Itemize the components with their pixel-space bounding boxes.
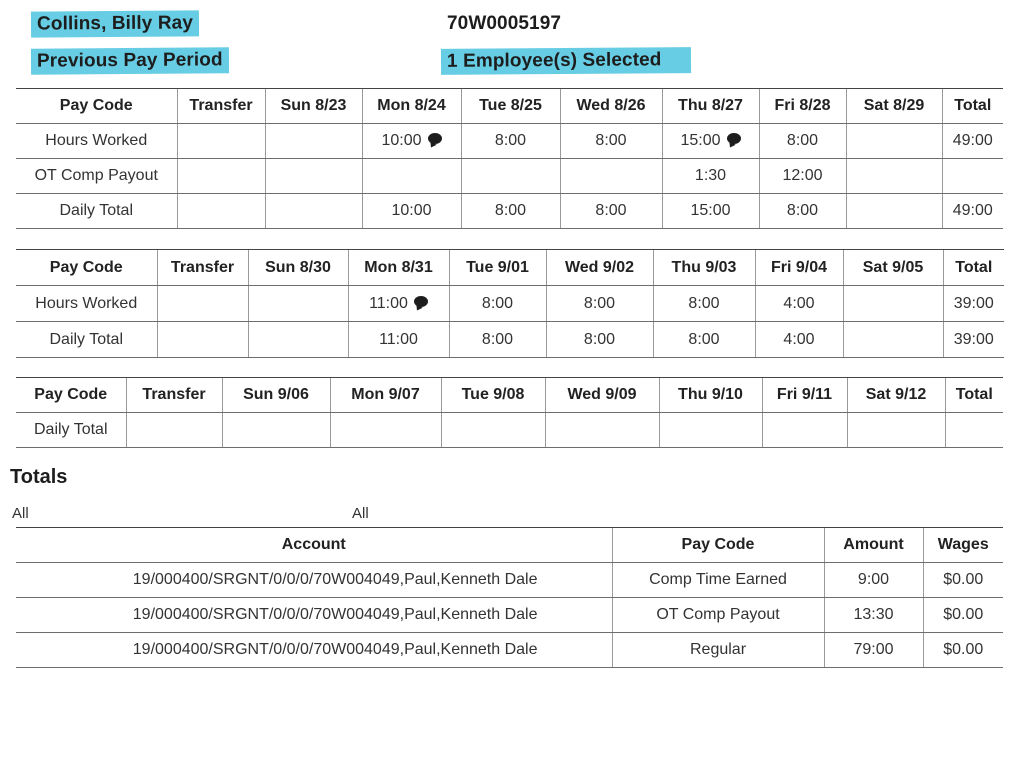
amount-cell: 13:30 <box>824 598 923 633</box>
column-header: Mon 9/07 <box>330 378 441 413</box>
filter-right: All <box>352 505 369 522</box>
comment-icon[interactable] <box>727 133 741 144</box>
pay-code-cell: Comp Time Earned <box>612 563 824 598</box>
column-header: Thu 9/03 <box>653 250 755 286</box>
comment-icon[interactable] <box>428 133 442 144</box>
table-cell <box>942 159 1003 194</box>
pay-period-label: Previous Pay Period <box>31 47 229 74</box>
table-cell <box>265 124 362 159</box>
employee-name-box <box>31 11 199 37</box>
pay-code-cell: OT Comp Payout <box>16 159 177 194</box>
column-header: Sun 9/06 <box>222 378 330 413</box>
week-3-table <box>16 377 1003 448</box>
table-cell: 49:00 <box>942 194 1003 229</box>
column-header: Total <box>945 378 1003 413</box>
column-header: Mon 8/24 <box>362 89 461 124</box>
totals-table <box>16 527 1003 668</box>
pay-code-cell: Daily Total <box>16 322 157 358</box>
account-cell: 19/000400/SRGNT/0/0/0/70W004049,Paul,Kenneth Dale <box>16 563 612 598</box>
filter-left: All <box>12 505 29 522</box>
table-cell <box>222 413 330 448</box>
table-cell: 4:00 <box>755 322 843 358</box>
column-header: Sun 8/30 <box>248 250 348 286</box>
employees-selected-label: 1 Employee(s) Selected <box>441 47 692 75</box>
employee-name: Collins, Billy Ray <box>31 10 199 37</box>
column-header: Pay Code <box>16 89 177 124</box>
column-header: Total <box>943 250 1004 286</box>
wages-cell: $0.00 <box>923 598 1003 633</box>
table-cell <box>847 413 945 448</box>
table-cell-with-comment[interactable] <box>362 124 461 159</box>
column-header: Fri 9/04 <box>755 250 843 286</box>
table-cell <box>157 286 248 322</box>
pay-code-cell: OT Comp Payout <box>612 598 824 633</box>
table-cell <box>945 413 1003 448</box>
table-row <box>16 598 1003 633</box>
column-header: Thu 9/10 <box>659 378 762 413</box>
week-1-table <box>16 88 1003 229</box>
table-cell <box>846 159 942 194</box>
table-cell <box>126 413 222 448</box>
wages-cell: $0.00 <box>923 633 1003 668</box>
table-cell: 8:00 <box>449 286 546 322</box>
table-row <box>16 286 1004 322</box>
table-cell: 49:00 <box>942 124 1003 159</box>
amount-cell: 9:00 <box>824 563 923 598</box>
column-header: Wages <box>923 528 1003 563</box>
pay-code-cell: Hours Worked <box>16 286 157 322</box>
column-header: Amount <box>824 528 923 563</box>
table-header-row <box>16 528 1003 563</box>
table-cell <box>545 413 659 448</box>
table-cell <box>177 194 265 229</box>
table-cell <box>846 124 942 159</box>
table-cell: 1:30 <box>662 159 759 194</box>
table-cell: 8:00 <box>461 124 560 159</box>
wages-cell: $0.00 <box>923 563 1003 598</box>
column-header: Fri 8/28 <box>759 89 846 124</box>
table-cell <box>843 286 943 322</box>
table-cell <box>843 322 943 358</box>
table-row <box>16 633 1003 668</box>
table-cell <box>177 124 265 159</box>
table-row <box>16 413 1003 448</box>
table-cell <box>362 159 461 194</box>
table-cell: 8:00 <box>653 322 755 358</box>
table-row <box>16 124 1003 159</box>
column-header: Total <box>942 89 1003 124</box>
table-row <box>16 563 1003 598</box>
table-cell <box>846 194 942 229</box>
table-cell: 8:00 <box>759 124 846 159</box>
column-header: Tue 9/01 <box>449 250 546 286</box>
table-cell <box>330 413 441 448</box>
pay-code-cell: Daily Total <box>16 413 126 448</box>
column-header: Transfer <box>126 378 222 413</box>
table-cell: 15:00 <box>662 194 759 229</box>
table-cell-with-comment[interactable] <box>348 286 449 322</box>
column-header: Sat 9/05 <box>843 250 943 286</box>
table-cell <box>265 194 362 229</box>
employee-id: 70W0005197 <box>447 13 562 34</box>
table-cell <box>762 413 847 448</box>
column-header: Wed 9/02 <box>546 250 653 286</box>
table-header-row <box>16 378 1003 413</box>
account-cell: 19/000400/SRGNT/0/0/0/70W004049,Paul,Kenneth Dale <box>16 598 612 633</box>
table-cell <box>560 159 662 194</box>
table-cell <box>177 159 265 194</box>
table-cell <box>441 413 545 448</box>
pay-code-cell: Hours Worked <box>16 124 177 159</box>
column-header: Sun 8/23 <box>265 89 362 124</box>
table-cell: 8:00 <box>560 124 662 159</box>
table-cell <box>157 322 248 358</box>
column-header: Transfer <box>177 89 265 124</box>
column-header: Pay Code <box>612 528 824 563</box>
account-cell: 19/000400/SRGNT/0/0/0/70W004049,Paul,Kenneth Dale <box>16 633 612 668</box>
table-cell: 8:00 <box>546 322 653 358</box>
table-header-row <box>16 89 1003 124</box>
table-row <box>16 322 1004 358</box>
column-header: Sat 9/12 <box>847 378 945 413</box>
comment-icon[interactable] <box>414 296 428 307</box>
column-header: Sat 8/29 <box>846 89 942 124</box>
table-cell-with-comment[interactable] <box>662 124 759 159</box>
table-cell: 39:00 <box>943 286 1004 322</box>
pay-code-cell: Daily Total <box>16 194 177 229</box>
table-cell: 4:00 <box>755 286 843 322</box>
table-cell: 8:00 <box>560 194 662 229</box>
table-cell: 8:00 <box>449 322 546 358</box>
table-cell: 8:00 <box>653 286 755 322</box>
table-cell: 10:00 <box>362 194 461 229</box>
column-header: Pay Code <box>16 250 157 286</box>
cell-value: 15:00 <box>680 132 721 149</box>
table-cell: 8:00 <box>759 194 846 229</box>
table-cell <box>265 159 362 194</box>
table-row <box>16 159 1003 194</box>
column-header: Wed 9/09 <box>545 378 659 413</box>
selection-box <box>441 48 691 74</box>
table-cell: 11:00 <box>348 322 449 358</box>
column-header: Pay Code <box>16 378 126 413</box>
column-header: Tue 8/25 <box>461 89 560 124</box>
table-row <box>16 194 1003 229</box>
table-cell: 8:00 <box>546 286 653 322</box>
cell-value: 11:00 <box>369 294 408 312</box>
column-header: Tue 9/08 <box>441 378 545 413</box>
table-cell <box>659 413 762 448</box>
column-header: Account <box>16 528 612 563</box>
amount-cell: 79:00 <box>824 633 923 668</box>
table-cell <box>248 322 348 358</box>
table-cell <box>461 159 560 194</box>
pay-period-box <box>31 48 229 74</box>
column-header: Wed 8/26 <box>560 89 662 124</box>
column-header: Fri 9/11 <box>762 378 847 413</box>
week-2-table <box>16 249 1004 358</box>
table-cell: 8:00 <box>461 194 560 229</box>
table-cell <box>248 286 348 322</box>
table-header-row <box>16 250 1004 286</box>
pay-code-cell: Regular <box>612 633 824 668</box>
table-cell: 39:00 <box>943 322 1004 358</box>
table-cell: 12:00 <box>759 159 846 194</box>
totals-heading: Totals <box>10 466 68 488</box>
cell-value: 10:00 <box>381 132 422 149</box>
column-header: Thu 8/27 <box>662 89 759 124</box>
column-header: Transfer <box>157 250 248 286</box>
column-header: Mon 8/31 <box>348 250 449 286</box>
